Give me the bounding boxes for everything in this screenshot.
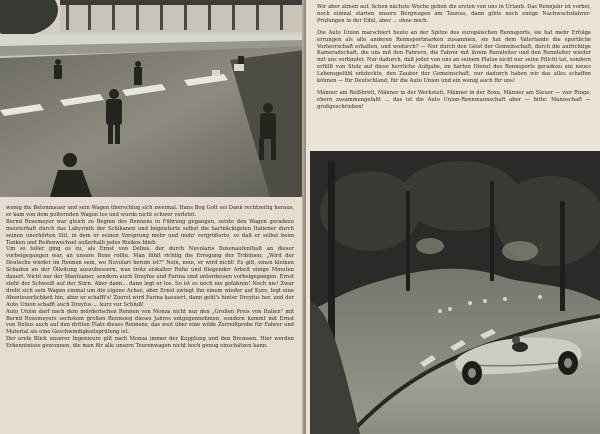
racing-car-on-wooded-track-photo (310, 151, 600, 434)
left-paragraph-5: Der erste Blick unserer Ingenieure gilt nach Monza immer der Kupplung und den Bremsen. Hier werden Erkenntnisse gewonnen, die man für alle unsere Tourenwagen nicht hoch genug einschätzen kann. (6, 336, 294, 350)
right-paragraph-2: Die Auto Union marschiert heute an der Spitze des europäischen Rennsports, sie hat mehr Erfolge errungen als alle anderen Rennsportmarken zusammen, sie hat dem Vaterlande die sportliche Vorherrschaft erhalten, und wodurch? — Nur durch den Geist der Gemeinschaft, durch die aufrichtige Kameradschaft, die uns mit den Fahrern, die Fahrer mit ihrem Rennleiter und den Rennleiter wieder mit uns verbindet. Nur dadurch, daß jeder von uns an seinem Platze nicht nur seine Pflicht tat, sondern erfüllt von Stolz auf diese herrliche Aufgabe, im harten Dienst des Rennsports geradezu ein neues Lebensgefühl entdeckte, den Zauber der Gemeinschaft, nur dadurch haben wir das alles schaffen können — für Deutschland, für die Auto Union und ein wenig auch für uns! (317, 29, 591, 85)
left-paragraph-1: wenig die Betonmauer und sein Wagen überschlug sich zweimal. Hans Bog Gott sei Dank rechtzeitig heraus, er kam von dem polternden Wagen los und wurde nicht schwer verletzt. (6, 205, 294, 218)
racetrack-pits-photo (0, 0, 304, 197)
left-paragraph-4: Auto Union darf nach dem mörderischen Rennen von Monza nicht nur den „Großen Preis von Italien" mit Bernd Rosemeyers sechstem großen Rennsieg dieses Jahres entgegennehmen, sondern kommt mit Ernst von Delius auch auf den dritten Platz dieses Rennens, das weit über eine wilde Zerreißprobe für Fahrer und Material als eine Geschwindigkeitsprüfung ist. (6, 308, 294, 336)
left-paragraph-3: Um so toller ging es zu, als Ernst von Delius, der durch Nuvolaris Boxenaufenthalt an dieser vorbeigegangen war, an unsere Boxe rollte. Man fühlt richtig die Erregung der Tribünen: „Wird der Deutsche wieder im Rennen sein, wo Nuvolari herum ist?" Nein, nein, er wird nicht! Es gilt, einen kleinen Schaden an der Ölleitung auszubessern, was trotz eiskalter Ruhe und fliegender Arbeit einige Minuten dauert. Nicht nur der Mantuaner, sondern auch Dreyfus und Farina sind unterdessen vorbeigegangen. Ernst steht der Schweiß auf der Stirn. Aber dann... dann legt er los. So ist es noch nie gefahren! Noch nie! Zwar dreht sich sein Wagen einmal um die eigene Achse, aber Ernst zwingt ihn einem wieder auf Kurs, legt eine Abenteuerlichkeit hin, aber er schafft's! Zuerst wird Farina kassiert, dann geht's hinter Dreyfus her, und der Auto Union schafft auch Dreyfus ... kurz vor Schluß! (6, 246, 294, 308)
right-paragraph-1: Wir aber atmen auf. Schon nächste Woche gehen die ersten von uns in Urlaub. Das Rennjahr ist vorbei, noch einmal starten unsere Bergwagen am Taunus, dann gibts noch einige Nachwuchsfahrer-Prüfungen in der Eifel, aber ... ohne mich. (317, 4, 591, 24)
right-paragraph-3: Männer am Reißbrett, Männer in der Werkstatt, Männer in der Boxe, Männer am Steuer — vier Ringe, ehern zusammengefaßt ... das ist die Auto Union-Rennmannschaft aber — bitte: Mannschaft — großgeschrieben! (317, 89, 591, 110)
right-article-text (317, 4, 591, 111)
left-article-text (6, 205, 294, 350)
left-paragraph-2: Bernd Rosemeyer war gleich zu Beginn des Rennens in Führung gegangen, setzte den Wagen geradezu meisterhaft durch das Labyrinth der Schikanen und begeisterte selbst die hartnäckigsten Italiener durch seinen unerhörten Stil, in dem er seinen Vorsprung mehr und mehr vergrößerte, so daß er selbst beim Tanken und Reifenwechsel außerhalb jedes Risikos blieb. (6, 218, 294, 246)
